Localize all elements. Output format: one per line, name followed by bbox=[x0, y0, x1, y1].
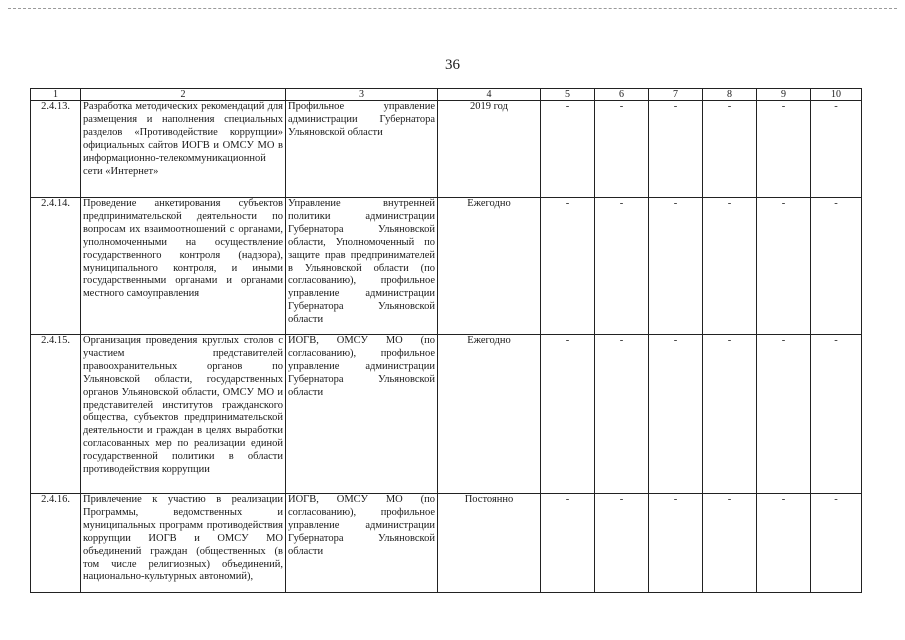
item-number: 2.4.16. bbox=[31, 494, 81, 593]
value-cell: - bbox=[541, 494, 595, 593]
column-header: 6 bbox=[595, 89, 649, 101]
value-cell: - bbox=[757, 494, 811, 593]
measure-text: Привлечение к участию в реализации Программы, ведомственных и муниципальных программ противодействия коррупции ИОГВ и ОМСУ МО объединений граждан (общественных (в том числе религиозных) объединений, национально-культурных автономий), bbox=[81, 494, 286, 593]
measure-text: Организация проведения круглых столов с участием представителей правоохранительных органов по Ульяновской области, государственных органов Ульяновской области, ОМСУ МО и представителей институтов гражданского общества, субъектов предпринимательской деятельности и граждан в целях выработки согласованных мер по реализации единой государственной политики в области противодействия коррупции bbox=[81, 335, 286, 494]
value-cell: - bbox=[595, 494, 649, 593]
value-cell: - bbox=[541, 101, 595, 198]
value-cell: - bbox=[595, 101, 649, 198]
table-row bbox=[31, 101, 862, 198]
value-cell: - bbox=[811, 494, 862, 593]
value-cell: - bbox=[649, 198, 703, 335]
column-header: 4 bbox=[438, 89, 541, 101]
program-measures-table bbox=[30, 88, 862, 593]
table-row bbox=[31, 494, 862, 593]
value-cell: - bbox=[703, 494, 757, 593]
column-header: 3 bbox=[286, 89, 438, 101]
value-cell: - bbox=[811, 335, 862, 494]
value-cell: - bbox=[703, 335, 757, 494]
column-header: 1 bbox=[31, 89, 81, 101]
value-cell: - bbox=[757, 198, 811, 335]
value-cell: - bbox=[811, 101, 862, 198]
value-cell: - bbox=[595, 198, 649, 335]
responsible-text: ИОГВ, ОМСУ МО (по согласованию), профильное управление администрации Губернатора Ульяновской области bbox=[286, 494, 438, 593]
value-cell: - bbox=[703, 198, 757, 335]
value-cell: - bbox=[541, 198, 595, 335]
responsible-text: Управление внутренней политики администрации Губернатора Ульяновской области, Уполномоченный по защите прав предпринимателей в Ульяновской области (по согласованию), профильное управление администрации Губернатора Ульяновской области bbox=[286, 198, 438, 335]
measure-text: Проведение анкетирования субъектов предпринимательской деятельности по вопросам их взаимоотношений с органами, уполномоченными на осуществление государственного контроля (надзора), муниципального контроля, и иными государственными органами и органами местного самоуправления bbox=[81, 198, 286, 335]
item-number: 2.4.14. bbox=[31, 198, 81, 335]
term-text: 2019 год bbox=[438, 101, 541, 198]
table-row bbox=[31, 335, 862, 494]
value-cell: - bbox=[649, 101, 703, 198]
value-cell: - bbox=[595, 335, 649, 494]
column-header: 8 bbox=[703, 89, 757, 101]
column-header: 10 bbox=[811, 89, 862, 101]
responsible-text: ИОГВ, ОМСУ МО (по согласованию), профильное управление администрации Губернатора Ульяновской области bbox=[286, 335, 438, 494]
scan-edge-line bbox=[8, 8, 897, 9]
column-number-row bbox=[31, 89, 862, 101]
responsible-text: Профильное управление администрации Губернатора Ульяновской области bbox=[286, 101, 438, 198]
table-row bbox=[31, 198, 862, 335]
column-header: 2 bbox=[81, 89, 286, 101]
item-number: 2.4.15. bbox=[31, 335, 81, 494]
value-cell: - bbox=[649, 335, 703, 494]
measure-text: Разработка методических рекомендаций для размещения и наполнения специальных разделов «Противодействие коррупции» официальных сайтов ИОГВ и ОМСУ МО в информационно-телекоммуникационной сети «Интернет» bbox=[81, 101, 286, 198]
page-number: 36 bbox=[445, 57, 460, 73]
value-cell: - bbox=[541, 335, 595, 494]
value-cell: - bbox=[703, 101, 757, 198]
term-text: Постоянно bbox=[438, 494, 541, 593]
value-cell: - bbox=[757, 101, 811, 198]
column-header: 7 bbox=[649, 89, 703, 101]
term-text: Ежегодно bbox=[438, 335, 541, 494]
column-header: 9 bbox=[757, 89, 811, 101]
term-text: Ежегодно bbox=[438, 198, 541, 335]
column-header: 5 bbox=[541, 89, 595, 101]
value-cell: - bbox=[649, 494, 703, 593]
value-cell: - bbox=[757, 335, 811, 494]
item-number: 2.4.13. bbox=[31, 101, 81, 198]
value-cell: - bbox=[811, 198, 862, 335]
